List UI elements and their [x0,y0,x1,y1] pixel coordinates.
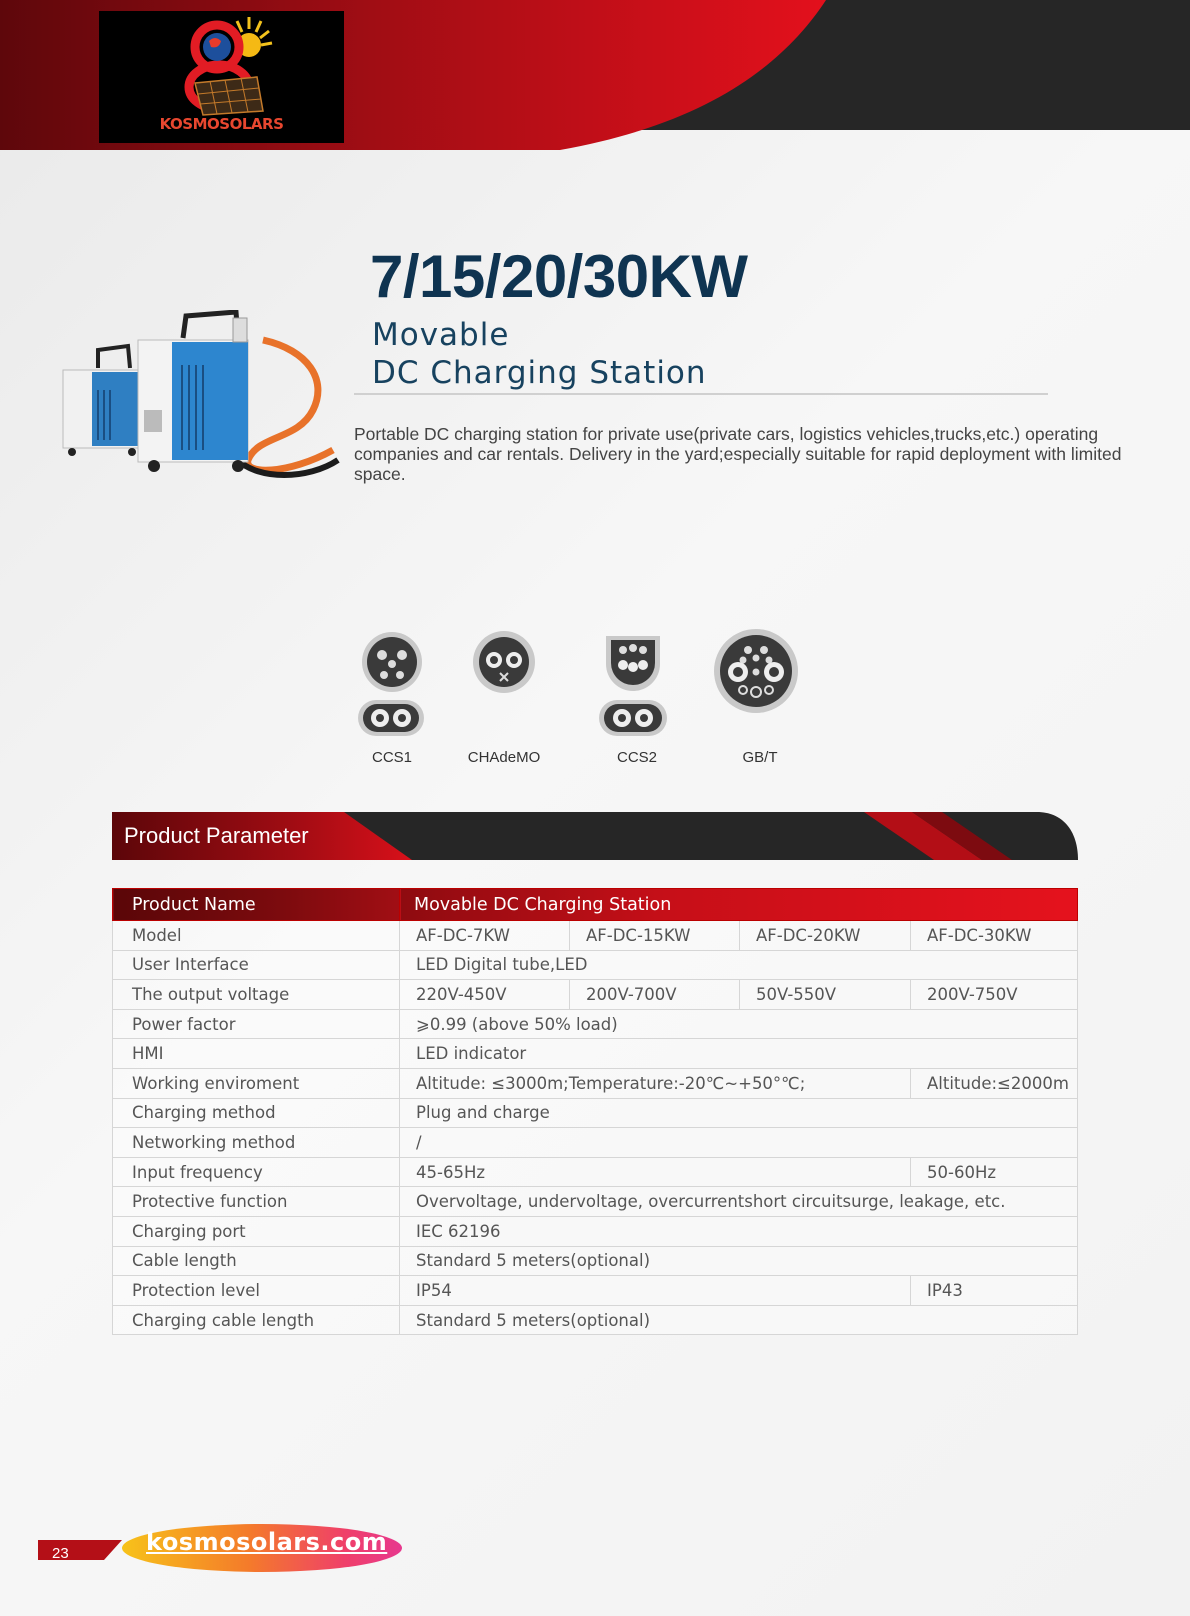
table-cell-label: Model [113,921,400,951]
gbt-connector-icon [713,628,799,714]
table-cell-value: Overvoltage, undervoltage, overcurrentshort circuitsurge, leakage, etc. [400,1187,1078,1217]
product-subtitle [372,316,707,392]
table-cell-value: Standard 5 meters(optional) [400,1246,1078,1276]
connector-label-ccs1: CCS1 [371,749,412,766]
table-row-protection-level [113,1276,1078,1306]
table-row-charging-method [113,1098,1078,1128]
table-cell-value: AF-DC-20KW [740,921,911,951]
table-row-networking-method [113,1128,1078,1158]
parameter-section-title: Product Parameter [124,823,309,848]
table-cell-value: IEC 62196 [400,1216,1078,1246]
table-cell-value: AF-DC-30KW [911,921,1078,951]
table-cell-value: AF-DC-7KW [400,921,570,951]
table-row-protective-function [113,1187,1078,1217]
power-rating-title: 7/15/20/30KW [370,243,748,310]
table-row-model [113,921,1078,951]
table-cell-value: 45-65Hz [400,1157,911,1187]
page-footer [0,1520,420,1580]
charging-station-image [58,310,348,485]
table-cell-label: Working enviroment [113,1068,400,1098]
company-logo[interactable] [99,11,344,143]
table-row-power-factor [113,1009,1078,1039]
table-cell-label: Networking method [113,1128,400,1158]
table-cell-value: Altitude:≤2000m [911,1068,1078,1098]
connector-label-gbt: GB/T [742,749,778,766]
table-cell-value: 200V-750V [911,980,1078,1010]
table-cell-label: Protection level [113,1276,400,1306]
ccs2-connector-icon [598,630,668,740]
connector-label-chademo: CHAdeMO [467,749,541,766]
table-row-working-environment [113,1068,1078,1098]
connector-chademo [472,630,536,696]
connector-ccs2 [598,630,668,740]
table-row-charging-cable-length [113,1305,1078,1335]
table-cell-value: 50-60Hz [911,1157,1078,1187]
table-cell-label: Input frequency [113,1157,400,1187]
table-cell-value: Plug and charge [400,1098,1078,1128]
connector-ccs1 [356,630,428,740]
table-cell-label: Charging port [113,1216,400,1246]
product-parameter-table [112,888,1078,1335]
product-parameter-banner [112,812,1078,860]
table-cell-value: 50V-550V [740,980,911,1010]
table-row-user-interface [113,950,1078,980]
table-cell-label: Charging method [113,1098,400,1128]
table-cell-label: Cable length [113,1246,400,1276]
table-cell-value: / [400,1128,1078,1158]
table-cell-value: IP43 [911,1276,1078,1306]
table-row-output-voltage [113,980,1078,1010]
table-cell-value: LED Digital tube,LED [400,950,1078,980]
table-header-row [113,889,1078,921]
product-description: Portable DC charging station for private use(private cars, logistics vehicles,trucks,etc.) operating companies and car rentals. Delivery in the yard;especially suitable for rapid deployment with limited space. [354,424,1122,484]
table-cell-value: Movable DC Charging Station [400,889,1078,921]
table-row-cable-length [113,1246,1078,1276]
title-divider [354,393,1048,395]
table-cell-label: The output voltage [113,980,400,1010]
ccs1-connector-icon [356,630,428,740]
table-cell-value: Altitude: ≤3000m;Temperature:-20℃~+50°℃; [400,1068,911,1098]
connector-gbt [713,628,799,714]
page-header [0,0,1190,150]
table-cell-label: Power factor [113,1009,400,1039]
connector-label-ccs2: CCS2 [616,749,657,766]
table-cell-value: Standard 5 meters(optional) [400,1305,1078,1335]
table-cell-label: Protective function [113,1187,400,1217]
table-cell-value: 200V-700V [570,980,740,1010]
table-row-input-frequency [113,1157,1078,1187]
logo-wordmark: KOSMOSOLARS [159,115,284,133]
table-cell-value: AF-DC-15KW [570,921,740,951]
table-cell-value: ⩾0.99 (above 50% load) [400,1009,1078,1039]
table-cell-value: IP54 [400,1276,911,1306]
table-cell-value: 220V-450V [400,980,570,1010]
website-link[interactable]: kosmosolars.com [146,1528,388,1556]
table-cell-label: HMI [113,1039,400,1069]
table-row-charging-port [113,1216,1078,1246]
page-number: 23 [52,1545,69,1562]
table-cell-label: User Interface [113,950,400,980]
table-row-hmi [113,1039,1078,1069]
table-cell-value: LED indicator [400,1039,1078,1069]
table-cell-label: Product Name [113,889,400,921]
chademo-connector-icon [472,630,536,696]
subtitle-line-1: Movable [372,317,510,353]
table-cell-label: Charging cable length [113,1305,400,1335]
subtitle-line-2: DC Charging Station [372,355,707,391]
